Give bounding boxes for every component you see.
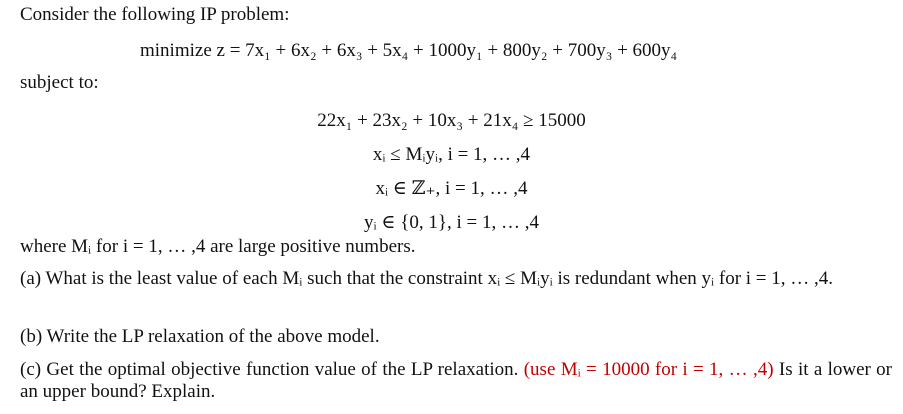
- question-c-note: (use Mᵢ = 10000 for i = 1, … ,4): [523, 359, 774, 380]
- binary-constraint: yᵢ ∈ {0, 1}, i = 1, … ,4: [364, 212, 539, 233]
- where-note: where Mᵢ for i = 1, … ,4 are large positive numbers.: [20, 236, 416, 257]
- constraints-block: [0, 104, 903, 240]
- objective-function: minimize z = 7x₁ + 6x₂ + 6x₃ + 5x₄ + 1000y₁ + 800y₂ + 700y₃ + 600y₄: [140, 40, 678, 61]
- linking-constraint: xᵢ ≤ Mᵢyᵢ, i = 1, … ,4: [372, 144, 531, 165]
- question-c-prefix: (c) Get the optimal objective function value of the LP relaxation.: [20, 359, 519, 380]
- question-c-suffix: Is it a lower or an upper bound? Explain.: [20, 359, 893, 402]
- demand-constraint: 22x₁ + 23x₂ + 10x₃ + 21x₄ ≥ 15000: [317, 110, 586, 131]
- integrality-constraint: xᵢ ∈ ℤ₊, i = 1, … ,4: [375, 178, 528, 199]
- question-a: (a) What is the least value of each Mᵢ such that the constraint xᵢ ≤ Mᵢyᵢ is redundant when yᵢ for i = 1, … ,4.: [20, 268, 834, 289]
- question-b: (b) Write the LP relaxation of the above model.: [20, 326, 380, 347]
- question-c: [20, 359, 892, 403]
- intro-text: Consider the following IP problem:: [20, 4, 290, 25]
- subject-to-label: subject to:: [20, 72, 99, 93]
